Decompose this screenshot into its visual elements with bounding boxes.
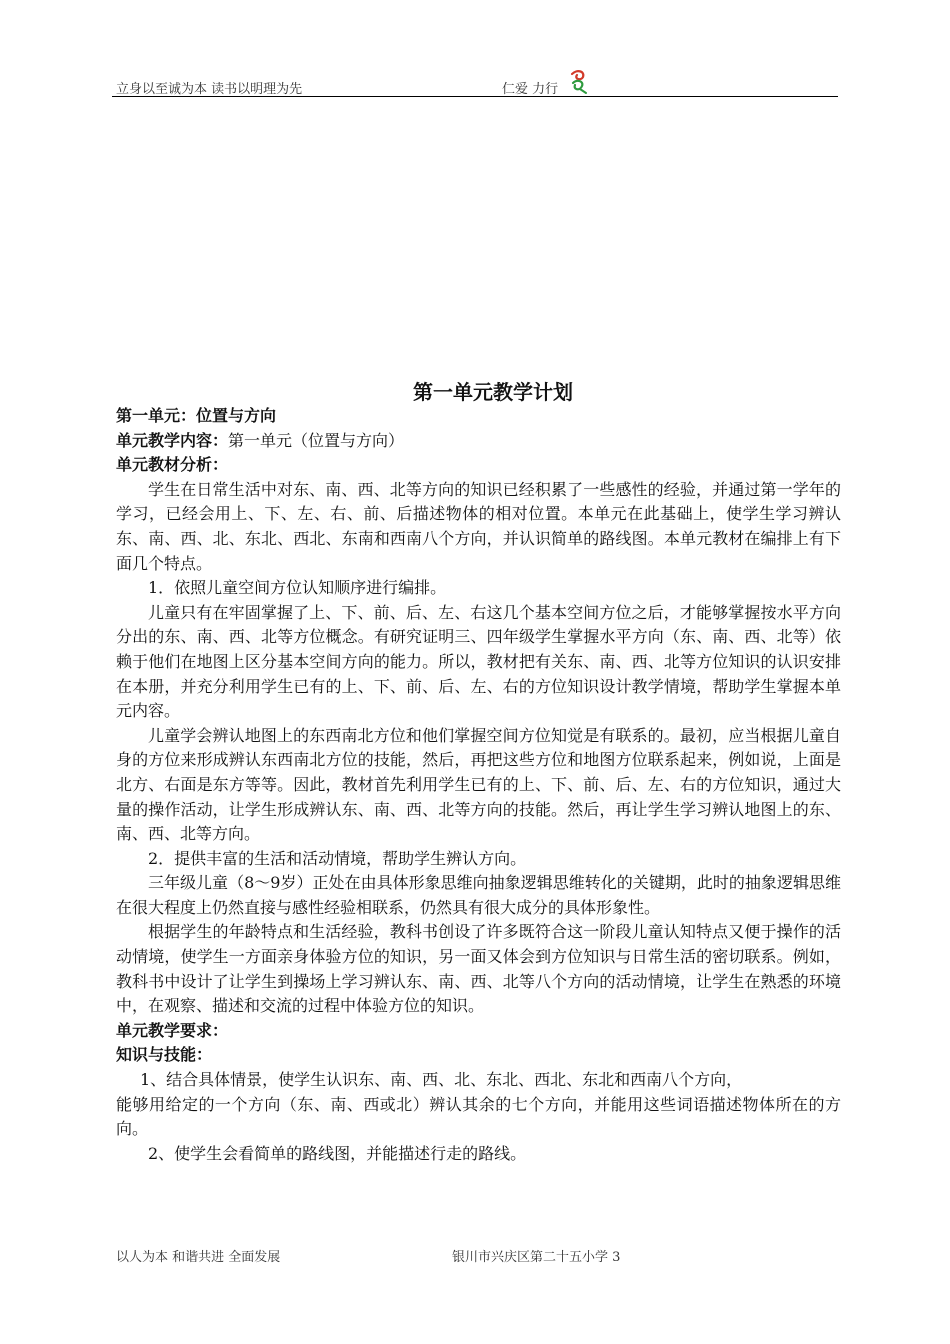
content-label: 单元教学内容：: [116, 430, 229, 450]
paragraph: 2．提供丰富的生活和活动情境，帮助学生辨认方向。: [148, 848, 527, 868]
paragraph: 根据学生的年龄特点和生活经验，教科书创设了许多既符合这一阶段儿童认知特点又便于操作的活动情境，使学生一方面亲身体验方位的知识，另一面又体会到方位知识与日常生活的密切联系。例如，教科书中设计了让学生到操场上学习辨认东、南、西、北等八个方向的活动情境，让学生在熟悉的环境中，在观察、描述和交流的过程中体验方位的知识。: [116, 922, 841, 1016]
content-line: [116, 429, 841, 454]
knowledge-label: 知识与技能：: [116, 1045, 213, 1065]
page-title: 第一单元教学计划: [413, 380, 573, 404]
page-number: 3: [612, 1250, 621, 1265]
paragraph: 学生在日常生活中对东、南、西、北等方向的知识已经积累了一些感性的经验，并通过第一学年的学习，已经会用上、下、左、右、前、后描述物体的相对位置。本单元在此基础上，使学生学习辨认东、南、西、北、东北、西北、东南和西南八个方向，并认识简单的路线图。本单元教材在编排上有下面几个特点。: [116, 479, 841, 573]
requirement-item-2: 2、使学生会看简单的路线图，并能描述行走的路线。: [148, 1143, 527, 1163]
header-right-motto: 仁爱 力行: [502, 82, 559, 97]
paragraph: 1．依照儿童空间方位认知顺序进行编排。: [148, 578, 447, 598]
requirement-item-1: 1、结合具体情景，使学生认识东、南、西、北、东北、西北、东北和西南八个方向，: [140, 1070, 743, 1090]
content-value: 第一单元（位置与方向）: [228, 430, 405, 450]
requirement-item-1-continued: 能够用给定的一个方向（东、南、西或北）辨认其余的七个方向，并能用这些词语描述物体所在的方向。: [116, 1094, 841, 1139]
requirements-label: 单元教学要求：: [116, 1020, 229, 1040]
paragraph: 三年级儿童（8～9岁）正处在由具体形象思维向抽象逻辑思维转化的关键期，此时的抽象逻辑思维在很大程度上仍然直接与感性经验相联系，仍然具有很大成分的具体形象性。: [116, 873, 841, 917]
paragraph: 儿童只有在牢固掌握了上、下、前、后、左、右这几个基本空间方位之后，才能够掌握按水平方向分出的东、南、西、北等方位概念。有研究证明三、四年级学生掌握水平方向（东、南、西、北等）依赖于他们在地图上区分基本空间方向的能力。所以，教材把有关东、南、西、北等方位知识的认识安排在本册，并充分利用学生已有的上、下、前、后、左、右的方位知识设计教学情境，帮助学生掌握本单元内容。: [116, 602, 841, 721]
analysis-label: 单元教材分析：: [116, 455, 229, 475]
paragraph: 儿童学会辨认地图上的东西南北方位和他们掌握空间方位知觉是有联系的。最初，应当根据儿童自身的方位来形成辨认东西南北方位的技能，然后，再把这些方位和地图方位联系起来，例如说，上面是北方、右面是东方等等。因此，教材首先利用学生已有的上、下、前、后、左、右的方位知识，通过大量的操作活动，让学生形成辨认东、南、西、北等方向的技能。然后，再让学生学习辨认地图上的东、南、西、北等方向。: [116, 725, 841, 844]
document-body: [116, 404, 841, 1166]
header-left-motto: 立身以至诚为本 读书以明理为先: [116, 82, 303, 97]
school-logo-icon: [568, 68, 590, 94]
header-divider: [112, 96, 838, 97]
footer-school-name: 银川市兴庆区第二十五小学: [452, 1250, 609, 1265]
page-header: [112, 70, 838, 96]
footer-left-motto: 以人为本 和谐共进 全面发展: [116, 1250, 281, 1265]
unit-label: 第一单元：位置与方向: [116, 406, 277, 425]
footer-school: [452, 1246, 620, 1265]
